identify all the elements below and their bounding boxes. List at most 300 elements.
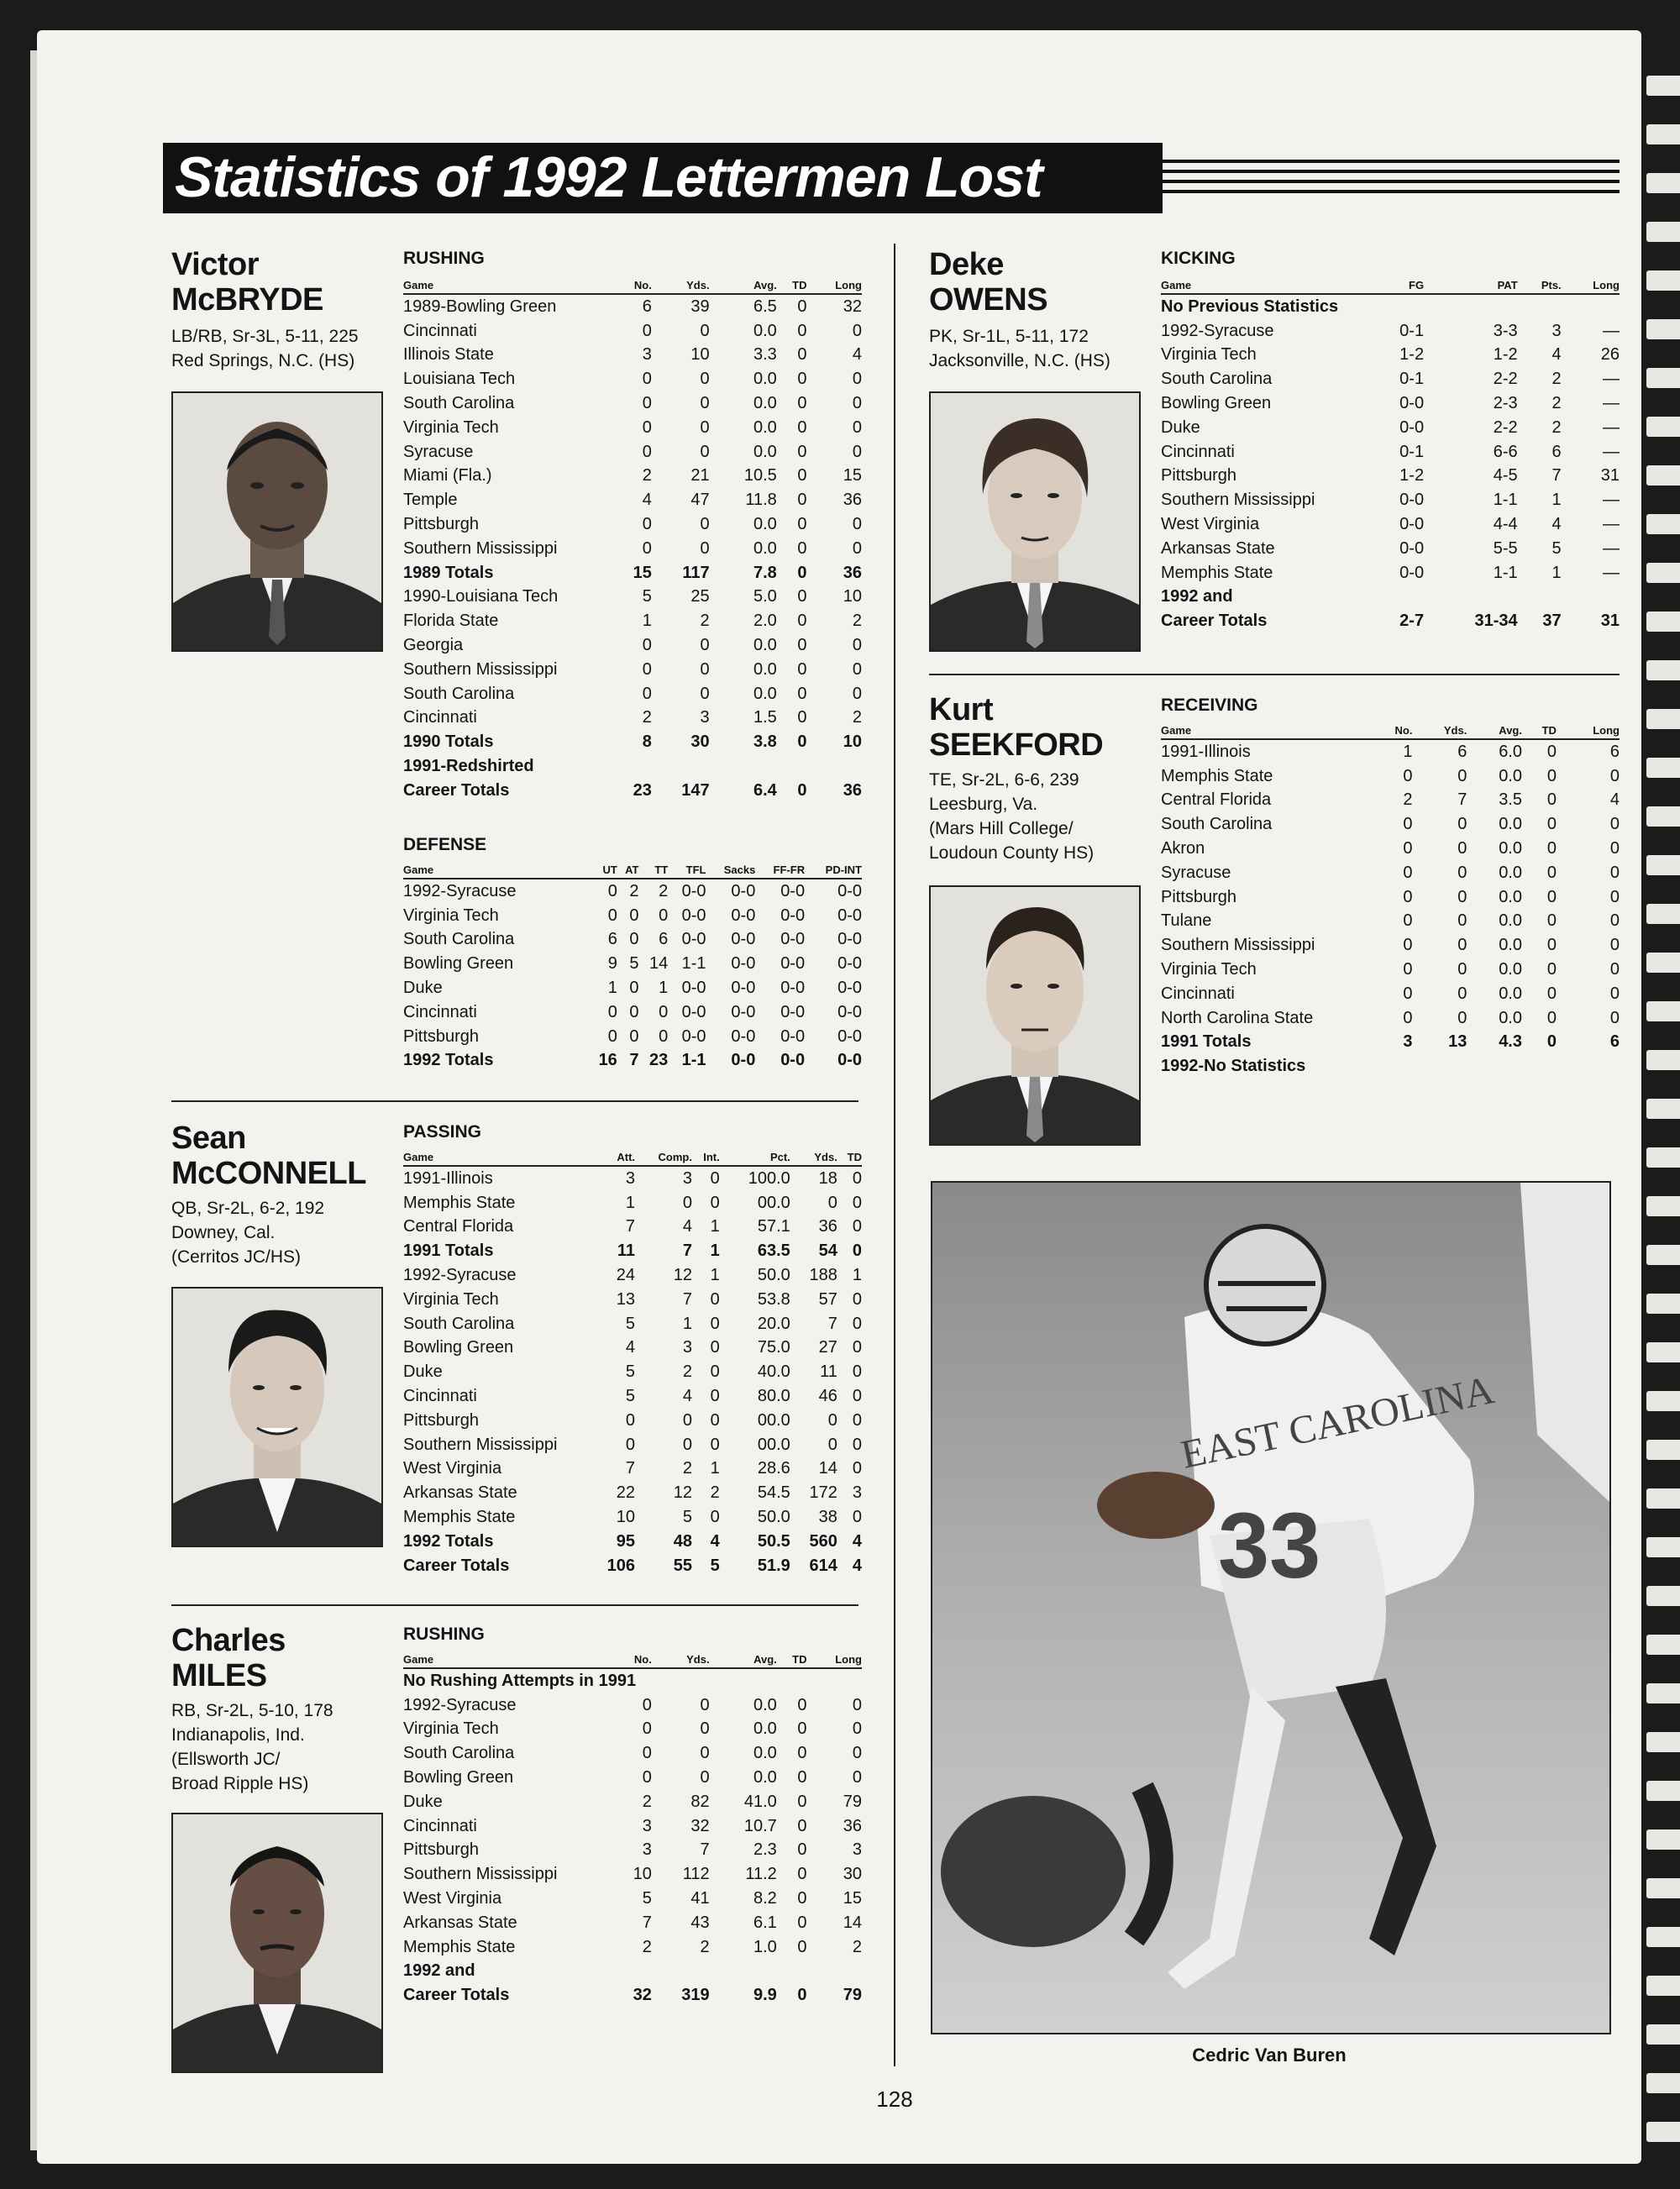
column-header: Comp.: [635, 1151, 692, 1166]
row-label: Pittsburgh: [1161, 887, 1237, 906]
stat-cell: 0: [852, 1387, 862, 1406]
row-label: Southern Mississippi: [403, 538, 558, 558]
stat-cell: 0: [659, 1026, 669, 1046]
table-row: [1161, 861, 1620, 885]
stat-cell: 7: [629, 1051, 639, 1070]
stat-cell: 0: [700, 442, 710, 461]
divider: [929, 674, 1620, 675]
table-row: [403, 1360, 862, 1384]
stat-cell: 28.6: [757, 1459, 790, 1478]
table-header-row: [403, 279, 862, 294]
stat-cell: 00.0: [757, 1193, 790, 1212]
row-label: 1991-Illinois: [403, 1168, 493, 1188]
table-row: [1161, 739, 1620, 764]
divider: [171, 1604, 858, 1606]
stat-cell: 12: [673, 1483, 692, 1503]
stat-cell: 21: [690, 466, 710, 486]
table-header-row: [403, 1653, 862, 1668]
stat-cell: 0: [852, 321, 862, 340]
stat-cell: 7: [642, 1913, 652, 1932]
stat-cell: 0: [700, 636, 710, 655]
stat-cell: 6: [1609, 742, 1620, 761]
binding-ring: [1646, 1342, 1680, 1362]
stat-cell: 0: [852, 1719, 862, 1739]
table-row: [403, 1960, 862, 1984]
section-title-passing: PASSING: [403, 1122, 481, 1142]
stat-cell: 11: [617, 1241, 636, 1261]
stat-cell: 30: [843, 1865, 862, 1884]
row-label: Akron: [1161, 839, 1205, 858]
binding-ring: [1646, 76, 1680, 96]
column-header: TD: [1522, 724, 1557, 739]
stat-cell: 2: [700, 612, 710, 631]
stat-cell: 0: [710, 1314, 720, 1333]
stat-cell: 15: [843, 466, 862, 486]
stat-cell: 0: [682, 1435, 692, 1454]
stat-cell: 0: [1546, 984, 1557, 1003]
title-rules: [1163, 160, 1620, 210]
rushing-table-miles: [403, 1653, 862, 2008]
stat-cell: 0-0: [837, 979, 862, 998]
headshot-owens: [929, 391, 1141, 652]
stat-cell: 3: [625, 1168, 636, 1188]
stat-cell: 5: [1551, 538, 1562, 558]
row-label: 1992 Totals: [403, 1051, 494, 1070]
last-name: SEEKFORD: [929, 727, 1104, 763]
stat-cell: 0: [852, 1768, 862, 1787]
stat-cell: 0: [710, 1193, 720, 1212]
row-label: Southern Mississippi: [1161, 491, 1315, 510]
stat-cell: 3.8: [753, 732, 777, 752]
stat-cell: 0: [700, 394, 710, 413]
headshot-mcbryde: [171, 391, 383, 652]
stat-cell: 0: [700, 417, 710, 437]
row-label: Pittsburgh: [1161, 466, 1237, 486]
stat-cell: 0: [1609, 887, 1620, 906]
row-label: Virginia Tech: [1161, 960, 1257, 979]
stat-cell: 6.4: [753, 780, 777, 800]
table-row: [403, 1433, 862, 1457]
table-row: [403, 754, 862, 779]
binding-ring: [1646, 855, 1680, 875]
table-row: [1161, 465, 1620, 489]
stat-cell: 0: [642, 442, 652, 461]
stat-cell: 0.0: [1499, 839, 1522, 858]
stat-cell: 0.0: [1499, 960, 1522, 979]
stat-cell: 4: [625, 1338, 636, 1357]
stat-cell: 0-0: [780, 979, 806, 998]
stat-cell: 2: [852, 708, 862, 727]
stat-cell: 0: [852, 1459, 862, 1478]
stat-cell: 46: [818, 1387, 837, 1406]
stat-cell: 0: [1546, 790, 1557, 810]
table-row: [403, 1887, 862, 1911]
player-bio-mcbryde: LB/RB, Sr-3L, 5-11, 225 Red Springs, N.C. (HS): [171, 327, 359, 370]
row-label: Duke: [1161, 417, 1200, 437]
stat-cell: 0: [642, 684, 652, 703]
table-header-row: [403, 864, 862, 879]
stat-cell: 1-2: [1493, 345, 1518, 365]
table-row: [403, 512, 862, 537]
stat-cell: 0: [797, 684, 807, 703]
stat-cell: 0-0: [1399, 394, 1425, 413]
stat-cell: 0.0: [753, 515, 777, 534]
stat-cell: 0: [852, 1744, 862, 1763]
stat-cell: 1: [682, 1314, 692, 1333]
stat-cell: 0-0: [1399, 515, 1425, 534]
row-label: Miami (Fla.): [403, 466, 492, 486]
stat-cell: —: [1603, 370, 1620, 389]
stat-cell: 0-0: [780, 1026, 806, 1046]
stat-cell: 3: [1403, 1032, 1413, 1052]
stat-cell: 0: [700, 659, 710, 679]
stat-cell: 0: [797, 1937, 807, 1956]
row-label: No Previous Statistics: [1161, 297, 1339, 316]
stat-cell: 188: [809, 1266, 837, 1285]
table-row: [403, 416, 862, 440]
stat-cell: 54: [818, 1241, 837, 1261]
stat-cell: 0: [629, 906, 639, 925]
column-header: PAT: [1424, 279, 1518, 294]
stat-cell: 6.1: [753, 1913, 777, 1932]
stat-cell: 0: [797, 515, 807, 534]
stat-cell: 0: [797, 417, 807, 437]
row-label: Cincinnati: [1161, 984, 1235, 1003]
stat-cell: 0: [827, 1410, 837, 1430]
stat-cell: 1-1: [1493, 563, 1518, 582]
stat-cell: 3.5: [1499, 790, 1522, 810]
stat-cell: 0: [797, 732, 807, 752]
stat-cell: 2: [642, 466, 652, 486]
stat-cell: 79: [843, 1792, 862, 1811]
table-row: [403, 1312, 862, 1336]
stat-cell: 10: [843, 732, 862, 752]
stat-cell: 0-0: [837, 906, 862, 925]
table-row: [403, 1384, 862, 1409]
stat-cell: 0.0: [753, 394, 777, 413]
stat-cell: 0: [852, 394, 862, 413]
stat-cell: 0-0: [837, 1002, 862, 1021]
table-row: [1161, 789, 1620, 813]
column-header: Game: [403, 1151, 588, 1166]
row-label: Career Totals: [403, 780, 510, 800]
row-label: 1992 Totals: [403, 1531, 494, 1551]
column-header: Game: [403, 864, 588, 879]
player-bio-miles: RB, Sr-2L, 5-10, 178 Indianapolis, Ind. (Ellsworth JC/ Broad Ripple HS): [171, 1701, 333, 1793]
column-header: Long: [807, 279, 862, 294]
row-label: Arkansas State: [403, 1483, 517, 1503]
stat-cell: 36: [843, 491, 862, 510]
table-row: [403, 706, 862, 731]
stat-cell: 14: [818, 1459, 837, 1478]
stat-cell: 3: [642, 345, 652, 365]
row-label: Syracuse: [1161, 863, 1231, 882]
stat-cell: 0: [1546, 1008, 1557, 1027]
row-label: 1989 Totals: [403, 563, 494, 582]
table-row: [403, 585, 862, 610]
stat-cell: 0: [797, 563, 807, 582]
stat-cell: 0: [1403, 984, 1413, 1003]
stat-cell: 0.0: [1499, 911, 1522, 931]
table-row: [1161, 885, 1620, 910]
stat-cell: 0.0: [753, 538, 777, 558]
stat-cell: 0: [1403, 936, 1413, 955]
stat-cell: 0: [700, 321, 710, 340]
stat-cell: 4: [642, 491, 652, 510]
stat-cell: 23: [633, 780, 652, 800]
row-label: Memphis State: [1161, 766, 1273, 785]
binding-ring: [1646, 2122, 1680, 2142]
stat-cell: 1-1: [681, 1051, 706, 1070]
table-row: [403, 1166, 862, 1191]
stat-cell: 54.5: [757, 1483, 790, 1503]
stat-cell: 50.0: [757, 1508, 790, 1527]
receiving-table-seekford: [1161, 724, 1620, 1079]
binding-ring: [1646, 173, 1680, 193]
stat-cell: 0: [852, 515, 862, 534]
stat-cell: 36: [818, 1217, 837, 1236]
stat-cell: 0: [797, 780, 807, 800]
stat-cell: 2-2: [1493, 417, 1518, 437]
stat-cell: 14: [649, 954, 669, 974]
stat-cell: 2: [852, 1937, 862, 1956]
stat-cell: 0.0: [1499, 766, 1522, 785]
stat-cell: 0: [700, 370, 710, 389]
table-row: [403, 1191, 862, 1215]
stat-cell: 0-0: [731, 1051, 756, 1070]
stat-cell: 0: [642, 636, 652, 655]
stat-cell: 82: [690, 1792, 710, 1811]
stat-cell: 1: [1551, 491, 1562, 510]
row-label: 1992 and: [1161, 587, 1233, 606]
stat-cell: 0: [629, 979, 639, 998]
stat-cell: 11.2: [745, 1865, 777, 1884]
stat-cell: 75.0: [757, 1338, 790, 1357]
stat-cell: 0-0: [837, 1051, 862, 1070]
stat-cell: 0: [629, 930, 639, 949]
binding-ring: [1646, 1147, 1680, 1168]
player-bio-mcconnell: QB, Sr-2L, 6-2, 192 Downey, Cal. (Cerritos JC/HS): [171, 1199, 325, 1267]
row-label: West Virginia: [403, 1889, 502, 1908]
stat-cell: 5-5: [1493, 538, 1518, 558]
jersey-number: 33: [1218, 1494, 1321, 1598]
binding-ring: [1646, 1732, 1680, 1752]
stat-cell: 0: [1457, 984, 1467, 1003]
stat-cell: 0-0: [681, 930, 706, 949]
stat-cell: 0: [1609, 863, 1620, 882]
stat-cell: 10.5: [743, 466, 777, 486]
stat-cell: 32: [690, 1816, 710, 1835]
binding-ring: [1646, 1196, 1680, 1216]
row-label: Career Totals: [1161, 612, 1268, 631]
stat-cell: 4: [682, 1217, 692, 1236]
table-row: [1161, 609, 1620, 633]
stat-cell: 0: [1403, 839, 1413, 858]
stat-cell: 12: [673, 1266, 692, 1285]
stat-cell: 0: [1457, 936, 1467, 955]
table-row: [403, 561, 862, 585]
stat-cell: 0: [642, 1719, 652, 1739]
stat-cell: 1: [607, 979, 617, 998]
stat-cell: 2: [682, 1459, 692, 1478]
stat-cell: 7.8: [753, 563, 777, 582]
stat-cell: 2.3: [753, 1840, 777, 1860]
stat-cell: 0: [797, 1865, 807, 1884]
stat-cell: 0: [852, 1695, 862, 1714]
column-header: Avg.: [710, 1653, 777, 1668]
stat-cell: 0: [797, 466, 807, 486]
stat-cell: 0: [682, 1193, 692, 1212]
stat-cell: 0-1: [1399, 442, 1425, 461]
stat-cell: 0: [797, 297, 807, 316]
stat-cell: 0.0: [1499, 887, 1522, 906]
stat-cell: 0.0: [753, 417, 777, 437]
row-label: Southern Mississippi: [403, 659, 558, 679]
stat-cell: 4: [682, 1387, 692, 1406]
row-label: 1991 Totals: [1161, 1032, 1252, 1052]
binding-ring: [1646, 2024, 1680, 2045]
stat-cell: 2: [682, 1362, 692, 1382]
stat-cell: 43: [690, 1913, 710, 1932]
binding-ring: [1646, 806, 1680, 827]
row-label: Career Totals: [403, 1556, 510, 1575]
table-row: [403, 1409, 862, 1433]
column-header: Avg.: [710, 279, 777, 294]
row-label: 1992-Syracuse: [1161, 321, 1274, 340]
stat-cell: 0: [607, 1026, 617, 1046]
stat-cell: 0: [710, 1289, 720, 1309]
stat-cell: 0.0: [1499, 984, 1522, 1003]
stat-cell: 5.0: [753, 587, 777, 606]
stat-cell: 00.0: [757, 1435, 790, 1454]
stat-cell: 0-0: [780, 930, 806, 949]
table-row: [403, 976, 862, 1000]
binding-ring: [1646, 904, 1680, 924]
stat-cell: 0: [1546, 960, 1557, 979]
row-label: Virginia Tech: [403, 1719, 499, 1739]
row-label: Bowling Green: [403, 954, 514, 974]
row-label: 1992-Syracuse: [403, 1695, 517, 1714]
stat-cell: 0: [642, 394, 652, 413]
rushing-table-mcbryde: [403, 279, 862, 803]
column-header: Avg.: [1467, 724, 1522, 739]
row-label: Memphis State: [403, 1193, 516, 1212]
stat-cell: 0: [852, 1314, 862, 1333]
player-bio-owens: PK, Sr-1L, 5-11, 172 Jacksonville, N.C. (HS): [929, 327, 1110, 370]
player-name-mcconnell: [171, 1121, 366, 1191]
stat-cell: 13: [616, 1289, 636, 1309]
stat-cell: 0-0: [1399, 491, 1425, 510]
stat-cell: 147: [681, 780, 710, 800]
stat-cell: 0: [1403, 960, 1413, 979]
player-name-mcbryde: [171, 247, 323, 318]
stat-cell: 5: [625, 1387, 636, 1406]
stat-cell: —: [1603, 394, 1620, 413]
row-label: Cincinnati: [403, 1002, 477, 1021]
stat-cell: 10: [843, 587, 862, 606]
table-row: [403, 294, 862, 319]
binding-ring: [1646, 1099, 1680, 1119]
stat-cell: 36: [843, 1816, 862, 1835]
stat-cell: 0: [1403, 911, 1413, 931]
row-label: Career Totals: [403, 1986, 510, 2005]
stat-cell: 0: [1457, 1008, 1467, 1027]
stat-cell: 0: [852, 1241, 862, 1261]
table-row: [403, 658, 862, 682]
row-label: Bowling Green: [403, 1768, 514, 1787]
table-row: [403, 344, 862, 368]
table-row: [403, 1693, 862, 1718]
last-name: MILES: [171, 1658, 267, 1693]
stat-cell: 0: [852, 1289, 862, 1309]
table-row: [1161, 537, 1620, 561]
column-header: TFL: [668, 864, 706, 879]
stat-cell: 0.0: [753, 659, 777, 679]
jersey-text: EAST CAROLINA: [1177, 1367, 1499, 1478]
binding-ring: [1646, 1829, 1680, 1850]
section-title-rushing: RUSHING: [403, 1625, 485, 1644]
player-bio-seekford: TE, Sr-2L, 6-6, 239 Leesburg, Va. (Mars Hill College/ Loudoun County HS): [929, 770, 1095, 863]
stat-cell: 0: [852, 370, 862, 389]
table-row: [1161, 958, 1620, 982]
headshot-miles: [171, 1813, 383, 2073]
row-label: Cincinnati: [1161, 442, 1235, 461]
stat-cell: 47: [690, 491, 710, 510]
binding-ring: [1646, 1878, 1680, 1898]
stat-cell: 1.0: [753, 1937, 777, 1956]
table-row: [403, 1862, 862, 1887]
table-row: [403, 1554, 862, 1578]
stat-cell: 0: [852, 538, 862, 558]
binding-ring: [1646, 1976, 1680, 1996]
column-header: Game: [1161, 724, 1371, 739]
table-row: [1161, 1031, 1620, 1055]
stat-cell: 7: [682, 1289, 692, 1309]
defense-table-mcbryde: [403, 864, 862, 1073]
stat-cell: 0: [642, 370, 652, 389]
table-row: [403, 633, 862, 658]
row-label: 1991-Redshirted: [403, 757, 534, 776]
stat-cell: 0: [797, 659, 807, 679]
stat-cell: 1: [710, 1217, 720, 1236]
stat-cell: 0: [1546, 742, 1557, 761]
stat-cell: 0: [852, 1193, 862, 1212]
stat-cell: 0: [852, 442, 862, 461]
table-row: [403, 730, 862, 754]
stat-cell: 0: [1609, 936, 1620, 955]
column-header: Long: [1557, 724, 1620, 739]
stat-cell: 0: [797, 1913, 807, 1932]
stat-cell: —: [1603, 538, 1620, 558]
table-row: [1161, 910, 1620, 934]
table-row: [1161, 367, 1620, 391]
binding-ring: [1646, 612, 1680, 632]
stat-cell: 0-1: [1399, 321, 1425, 340]
stat-cell: 0.0: [1499, 936, 1522, 955]
row-label: South Carolina: [403, 1314, 515, 1333]
binding-ring: [1646, 417, 1680, 437]
row-label: South Carolina: [403, 394, 515, 413]
row-label: Cincinnati: [403, 1387, 477, 1406]
stat-cell: 0: [852, 1168, 862, 1188]
stat-cell: 4-4: [1493, 515, 1518, 534]
stat-cell: 0: [852, 1338, 862, 1357]
stat-cell: 106: [606, 1556, 636, 1575]
row-label: Cincinnati: [403, 708, 477, 727]
divider: [171, 1100, 858, 1102]
stat-cell: 55: [673, 1556, 692, 1575]
stat-cell: 0-0: [731, 930, 756, 949]
